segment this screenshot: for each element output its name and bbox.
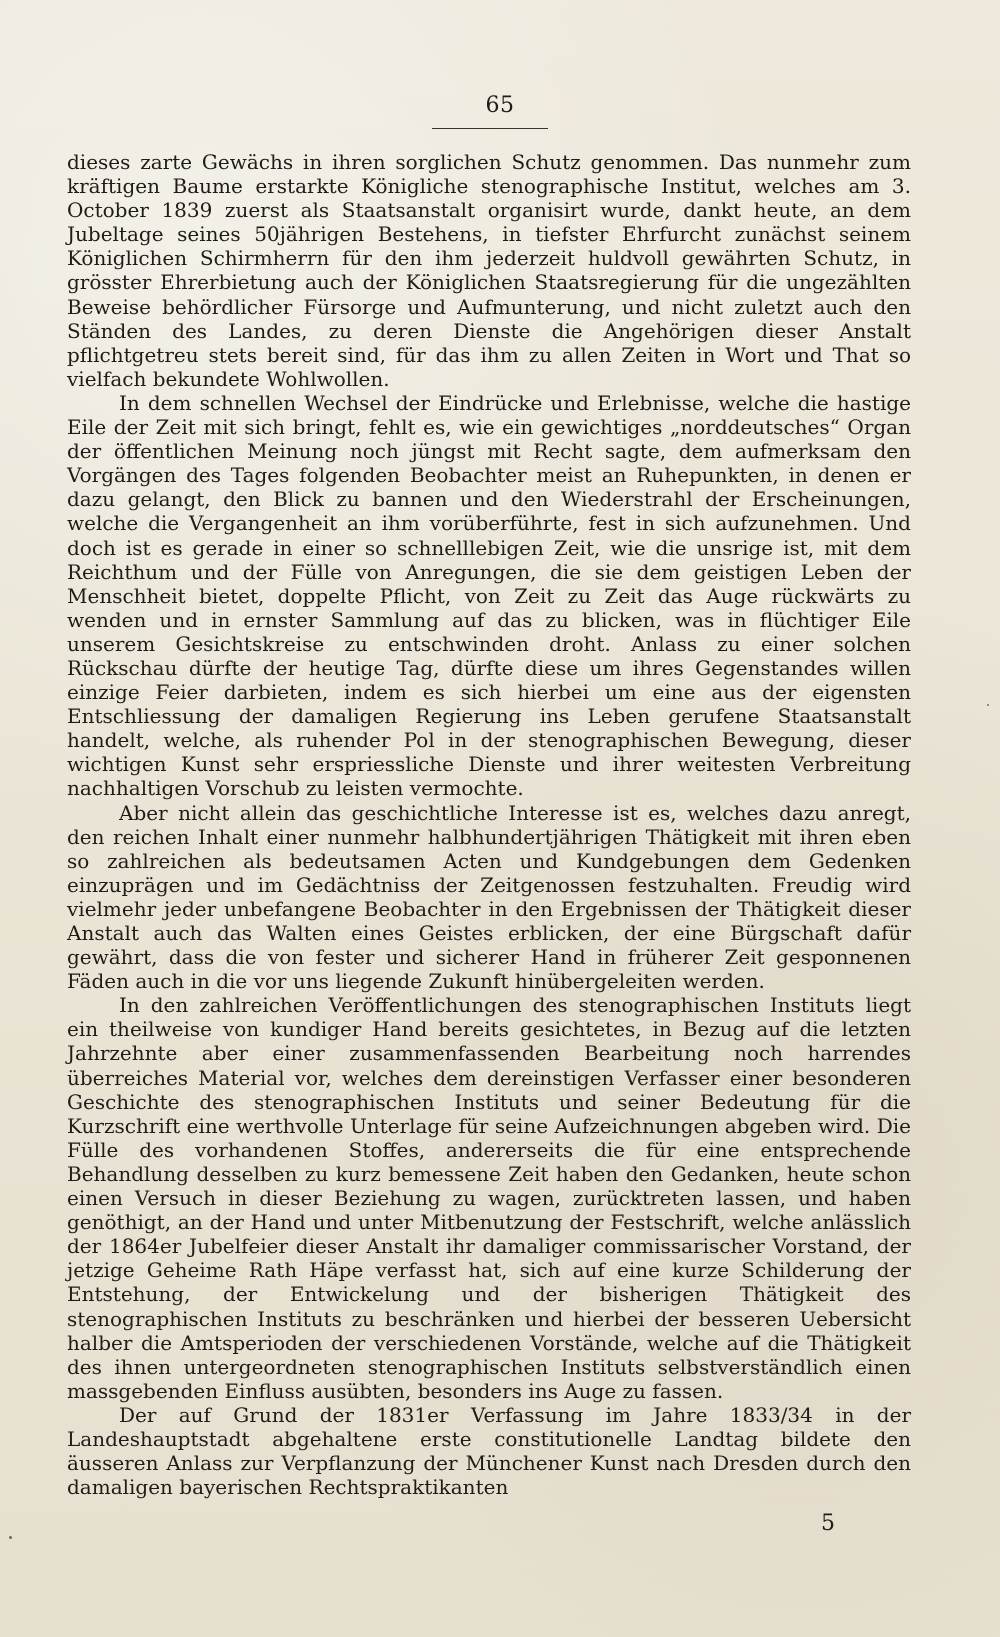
signature-mark: 5 — [821, 1511, 835, 1536]
ink-speck — [9, 1536, 12, 1539]
paragraph-1: dieses zarte Gewächs in ihren sorglichen Schutz genommen. Das nunmehr zum kräftigen Baume erstarkte Königliche stenographische Institut, welches am 3. October 1839 zuerst als Staatsanstalt organisirt wurde, dankt heute, an dem Jubeltage seines 50jährigen Bestehens, in tiefster Ehrfurcht zunächst seinem Königlichen Schirmherrn für den ihm jederzeit huldvoll gewährten Schutz, in grösster Ehrerbietung auch der Königlichen Staatsregierung für die ungezählten Beweise behördlicher Fürsorge und Aufmunterung, und nicht zuletzt auch den Ständen des Landes, zu deren Dienste die Angehörigen dieser Anstalt pflichtgetreu stets bereit sind, für das ihm zu allen Zeiten in Wort und That so vielfach bekundete Wohlwollen. — [67, 150, 911, 391]
paragraph-4: In den zahlreichen Veröffentlichungen des stenographischen Instituts liegt ein theilweise von kundiger Hand bereits gesichtetes, in Bezug auf die letzten Jahrzehnte aber einer zusammenfassenden Bearbeitung noch harrendes überreiches Material vor, welches dem dereinstigen Verfasser einer besonderen Geschichte des stenographischen Instituts und seiner Bedeutung für die Kurzschrift eine werthvolle Unterlage für seine Aufzeichnungen abgeben wird. Die Fülle des vorhandenen Stoffes, andererseits die für eine entsprechende Behandlung desselben zu kurz bemessene Zeit haben den Gedanken, heute schon einen Versuch in dieser Beziehung zu wagen, zurücktreten lassen, und haben genöthigt, an der Hand und unter Mitbenutzung der Festschrift, welche anlässlich der 1864er Jubelfeier dieser Anstalt ihr damaliger commissarischer Vorstand, der jetzige Geheime Rath Häpe verfasst hat, sich auf eine kurze Schilderung der Entstehung, der Entwickelung und der bisherigen Thätigkeit des stenographischen Instituts zu beschränken und hierbei der besseren Uebersicht halber die Amtsperioden der verschiedenen Vorstände, welche auf die Thätigkeit des ihnen untergeordneten stenographischen Instituts selbstverständlich einen massgebenden Einfluss ausübten, besonders ins Auge zu fassen. — [67, 993, 911, 1403]
ink-speck — [987, 704, 989, 706]
paragraph-2: In dem schnellen Wechsel der Eindrücke und Erlebnisse, welche die hastige Eile der Zeit mit sich bringt, fehlt es, wie ein gewichtiges „norddeutsches“ Organ der öffentlichen Meinung noch jüngst mit Recht sagte, dem aufmerksam den Vorgängen des Tages folgenden Beobachter meist an Ruhepunkten, in denen er dazu gelangt, den Blick zu bannen und den Wiederstrahl der Erscheinungen, welche die Vergangenheit an ihm vorüberführte, fest in sich aufzunehmen. Und doch ist es gerade in einer so schnelllebigen Zeit, wie die unsrige ist, mit dem Reichthum und der Fülle von Anregungen, die sie dem geistigen Leben der Menschheit bietet, doppelte Pflicht, von Zeit zu Zeit das Auge rückwärts zu wenden und in ernster Sammlung auf das zu blicken, was in flüchtiger Eile unserem Gesichtskreise zu entschwinden droht. Anlass zu einer solchen Rückschau dürfte der heutige Tag, dürfte diese um ihres Gegenstandes willen einzige Feier darbieten, indem es sich hierbei um eine aus der eigensten Entschliessung der damaligen Regierung ins Leben gerufene Staatsanstalt handelt, welche, als ruhender Pol in der stenographischen Bewegung, dieser wichtigen Kunst sehr erspriessliche Dienste und ihrer weitesten Verbreitung nachhaltigen Vorschub zu leisten vermochte. — [67, 390, 911, 801]
header-rule — [432, 128, 548, 129]
paragraph-3: Aber nicht allein das geschichtliche Interesse ist es, welches dazu anregt, den reichen Inhalt einer nunmehr halbhundertjährigen Thätigkeit mit ihren eben so zahlreichen als bedeutsamen Acten und Kundgebungen dem Gedenken einzuprägen und im Gedächtniss der Zeitgenossen festzuhalten. Freudig wird vielmehr jeder unbefangene Beobachter in den Ergebnissen der Thätigkeit dieser Anstalt auch das Walten eines Geistes erblicken, der eine Bürgschaft dafür gewährt, dass die von fester und sicherer Hand in früherer Zeit gesponnenen Fäden auch in die vor uns liegende Zukunft hinübergeleiten werden. — [67, 800, 911, 994]
body-text — [67, 150, 911, 1499]
page-number: 65 — [485, 93, 515, 118]
paragraph-5: Der auf Grund der 1831er Verfassung im Jahre 1833/34 in der Landeshauptstadt abgehaltene erste constitutionelle Landtag bildete den äusseren Anlass zur Verpflanzung der Münchener Kunst nach Dresden durch den damaligen bayerischen Rechtspraktikanten — [67, 1402, 911, 1500]
